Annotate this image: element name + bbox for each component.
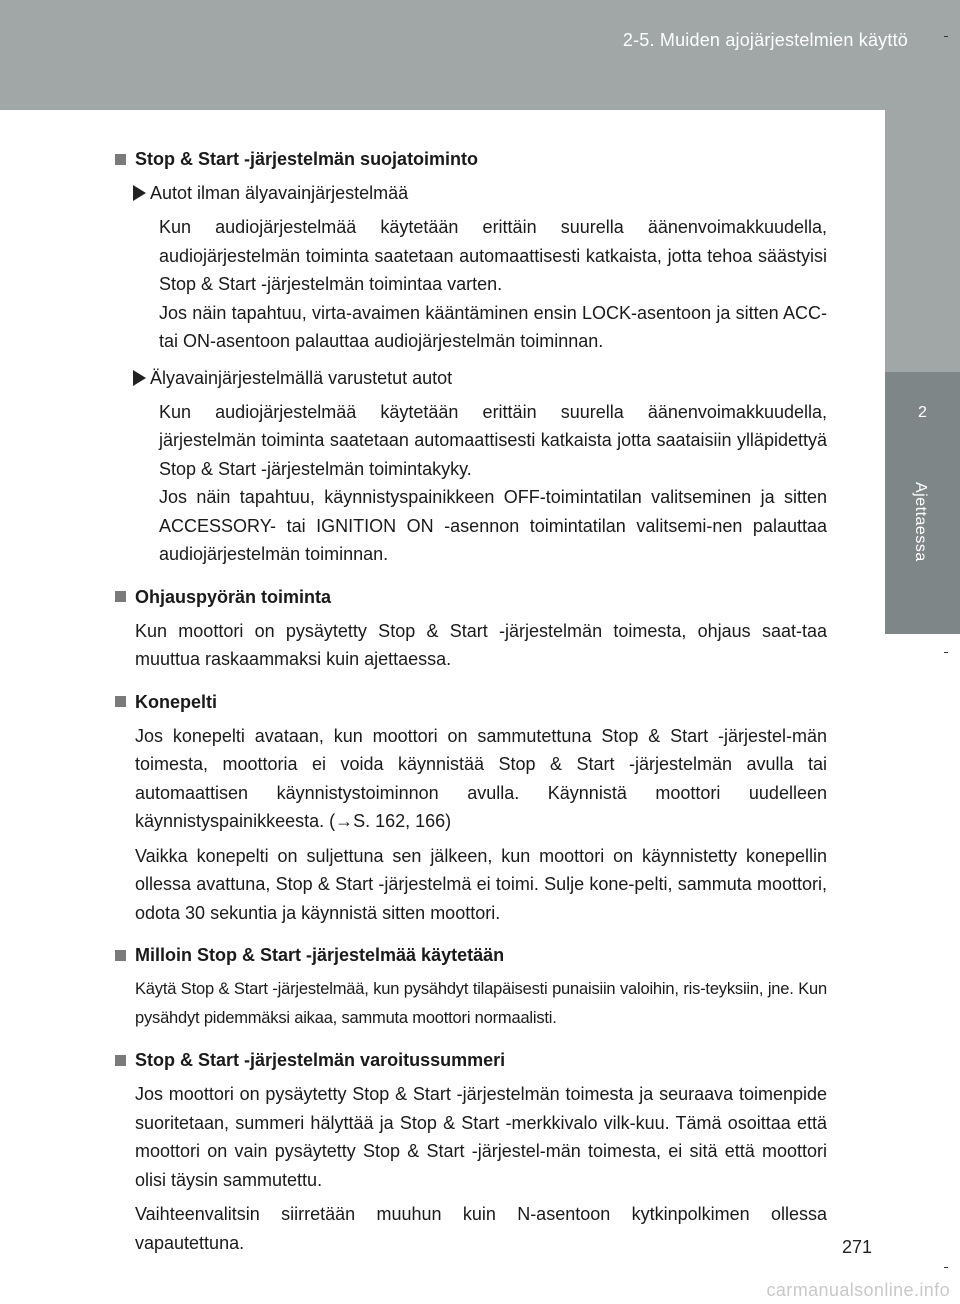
section-heading <box>115 688 827 716</box>
square-bullet-icon <box>115 591 126 602</box>
section-title: 2-5. Muiden ajojärjestelmien käyttö <box>622 30 908 50</box>
page-content <box>115 145 827 1271</box>
crop-mark <box>944 1267 948 1268</box>
header-band <box>0 0 960 110</box>
paragraph: Kun audiojärjestelmää käytetään erittäin suurella äänenvoimakkuudella, audiojärjestelmän toiminta saatetaan automaattisesti katkaista, jotta tehoa säästyisi Stop & Start -järjestelmän toimintaa varten. <box>159 217 827 294</box>
section-heading <box>115 583 827 611</box>
paragraph: Vaikka konepelti on suljettuna sen jälkeen, kun moottori on käynnistetty konepellin ollessa avattuna, Stop & Start -järjestelmä ei toimi. Sulje kone-pelti, sammuta moottori, odota 30 sekuntia ja käynnistä sitten moottori. <box>135 845 827 923</box>
section <box>115 941 827 1032</box>
chapter-label: Ajettaessa <box>912 482 929 562</box>
square-bullet-icon <box>115 696 126 707</box>
paragraph: Jos näin tapahtuu, virta-avaimen kääntäminen ensin LOCK-asentoon ja sitten ACC- tai ON-asentoon palauttaa audiojärjestelmän toiminnan. <box>159 302 827 351</box>
paragraph: Kun audiojärjestelmää käytetään erittäin suurella äänenvoimakkuudella, järjestelmän toiminta saatetaan automaattisesti katkaista jotta saataisiin ylläpidettyä Stop & Start -järjestelmän toimintakyky. <box>159 401 827 479</box>
chapter-tab <box>885 372 960 634</box>
section <box>115 1046 827 1257</box>
paragraph: Jos konepelti avataan, kun moottori on sammutettuna Stop & Start -järjestel-män toimesta, moottoria ei voida käynnistää Stop & Start -järjestelmän avulla tai automaattisen käynnistystoiminnon avulla. Käynnistä moottori uudelleen käynnistyspainikkeesta. (→S. 162, 166) <box>135 725 827 831</box>
sub-heading-text: Autot ilman älyavainjärjestelmää <box>150 183 409 203</box>
section-heading-text: Konepelti <box>135 691 218 712</box>
section-heading-text: Stop & Start -järjestelmän varoitussummeri <box>135 1050 506 1070</box>
square-bullet-icon <box>115 1055 126 1066</box>
section-heading-text: Ohjauspyörän toiminta <box>135 586 332 607</box>
square-bullet-icon <box>115 154 126 165</box>
paragraph: Käytä Stop & Start -järjestelmää, kun pysähdyt tilapäisesti punaisiin valoihin, ris-teyksiin, jne. Kun pysähdyt pidemmäksi aikaa, sammuta moottori normaalisti. <box>135 980 827 1027</box>
sub-heading-text: Älyavainjärjestelmällä varustetut autot <box>150 367 453 388</box>
crop-mark <box>944 36 948 37</box>
section-heading <box>115 145 827 173</box>
section <box>115 583 827 674</box>
section-heading <box>115 1046 827 1074</box>
side-band <box>885 110 960 372</box>
watermark: carmanualsonline.info <box>766 1280 950 1300</box>
section-heading-text: Stop & Start -järjestelmän suojatoiminto <box>135 149 479 169</box>
crop-mark <box>944 652 948 653</box>
section <box>115 145 827 569</box>
section <box>115 688 827 928</box>
triangle-bullet-icon <box>133 370 146 386</box>
paragraph: Jos moottori on pysäytetty Stop & Start -järjestelmän toimesta ja seuraava toimenpide suoritetaan, summeri hälyttää ja Stop & Start -merkkivalo vilk-kuu. Tämä osoittaa että moottori on vain pysäytetty Stop & Start -järjestel-män toimesta, ei sitä että moottori olisi täysin sammutettu. <box>135 1084 827 1190</box>
sub-heading <box>133 364 827 392</box>
section-heading-text: Milloin Stop & Start -järjestelmää käytetään <box>135 945 505 965</box>
paragraph: Jos näin tapahtuu, käynnistyspainikkeen OFF-toimintatilan valitseminen ja sitten ACCESSORY- tai IGNITION ON -asennon toimintatilan valitsemi-nen palauttaa audiojärjestelmän toiminnan. <box>159 487 827 564</box>
triangle-bullet-icon <box>133 185 146 201</box>
page-number: 271 <box>841 1237 872 1257</box>
section-heading <box>115 941 827 969</box>
paragraph: Kun moottori on pysäytetty Stop & Start -järjestelmän toimesta, ohjaus saat-taa muuttua raskaammaksi kuin ajettaessa. <box>135 620 827 669</box>
paragraph: Vaihteenvalitsin siirretään muuhun kuin N-asentoon kytkinpolkimen ollessa vapautettuna. <box>135 1204 827 1253</box>
square-bullet-icon <box>115 950 126 961</box>
chapter-number: 2 <box>918 404 927 421</box>
sub-heading <box>133 179 827 207</box>
